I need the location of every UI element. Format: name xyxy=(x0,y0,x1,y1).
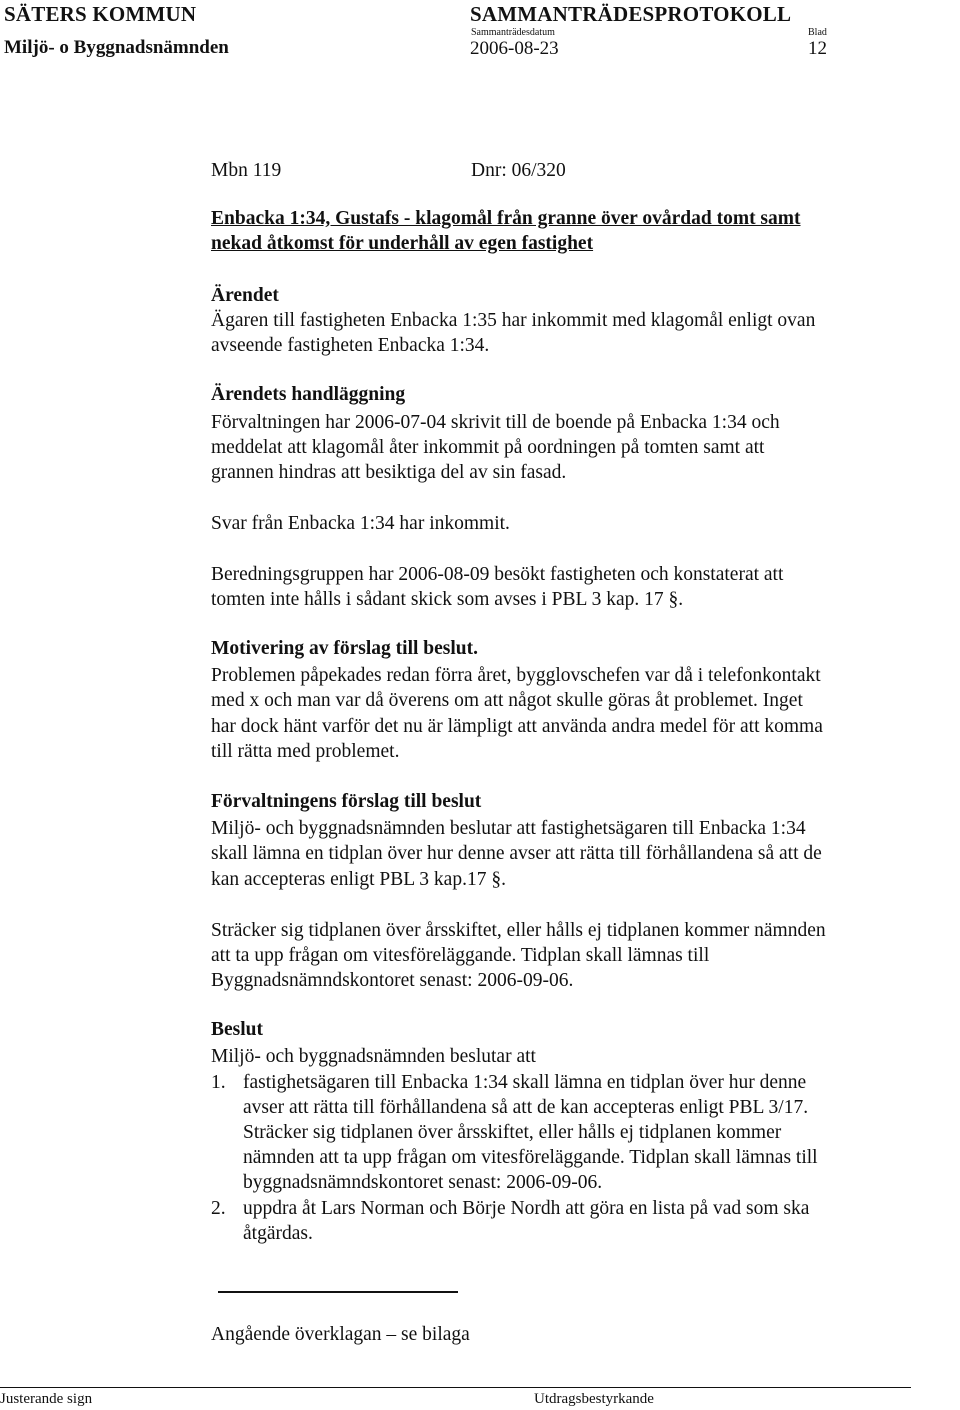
appeal-note: Angående överklagan – se bilaga xyxy=(211,1324,470,1345)
bered-line1: Beredningsgruppen har 2006-08-09 besökt fastigheten och konstaterat att xyxy=(211,564,784,585)
case-title-line2: nekad åtkomst för underhåll av egen fastighet xyxy=(211,233,594,254)
signature-separator xyxy=(218,1291,458,1293)
footer-justerande: Justerande sign xyxy=(0,1391,93,1407)
section-heading-forslag: Förvaltningens förslag till beslut xyxy=(211,791,482,812)
forslag-line3: kan accepteras enligt PBL 3 kap.17 §. xyxy=(211,869,506,890)
decision-1-line5: byggnadsnämndskontoret senast: 2006-09-06. xyxy=(243,1172,603,1193)
date-label: Sammanträdesdatum xyxy=(471,27,555,38)
stracker-line2: att ta upp frågan om vitesföreläggande. Tidplan skall lämnas till xyxy=(211,945,710,966)
case-title-line1: Enbacka 1:34, Gustafs - klagomål från granne över ovårdad tomt samt xyxy=(211,208,801,229)
footer-rule xyxy=(0,1387,911,1388)
page-number: 12 xyxy=(808,38,827,59)
decision-2-line1: uppdra åt Lars Norman och Börje Nordh att göra en lista på vad som ska xyxy=(243,1198,810,1219)
meeting-date: 2006-08-23 xyxy=(470,38,559,59)
decision-number: 1. xyxy=(211,1072,226,1093)
decision-2-line2: åtgärdas. xyxy=(243,1223,313,1244)
forslag-line1: Miljö- och byggnadsnämnden beslutar att fastighetsägaren till Enbacka 1:34 xyxy=(211,818,806,839)
stracker-line1: Sträcker sig tidplanen över årsskiftet, eller hålls ej tidplanen kommer nämnden xyxy=(211,920,826,941)
forslag-line2: skall lämna en tidplan över hur denne avser att rätta till förhållandena så att de xyxy=(211,843,822,864)
motiv-line1: Problemen påpekades redan förra året, bygglovschefen var då i telefonkontakt xyxy=(211,665,821,686)
bered-line2: tomten inte hålls i sådant skick som avses i PBL 3 kap. 17 §. xyxy=(211,589,684,610)
org-name: SÄTERS KOMMUN xyxy=(4,2,197,26)
handl-line2: meddelat att klagomål åter inkommit på oordningen på tomten samt att xyxy=(211,437,765,458)
dnr: Dnr: 06/320 xyxy=(471,160,566,181)
section-heading-handlaggning: Ärendets handläggning xyxy=(211,384,406,405)
handl-line1: Förvaltningen har 2006-07-04 skrivit till de boende på Enbacka 1:34 och xyxy=(211,412,780,433)
motiv-line2: med x och man var då överens om att något skulle göras åt problemet. Inget xyxy=(211,690,803,711)
document-type: SAMMANTRÄDESPROTOKOLL xyxy=(470,2,792,26)
page-label: Blad xyxy=(808,27,827,38)
board-name: Miljö- o Byggnadsnämnden xyxy=(4,37,229,58)
section-heading-beslut: Beslut xyxy=(211,1019,264,1040)
decision-1-line2: avser att rätta till förhållandena så att de kan accepteras enligt PBL 3/17. xyxy=(243,1097,809,1118)
motiv-line3: har dock hänt varför det nu är lämpligt att använda andra medel för att komma xyxy=(211,716,823,737)
stracker-line3: Byggnadsnämndskontoret senast: 2006-09-06. xyxy=(211,970,574,991)
paragraph-number: Mbn 119 xyxy=(211,160,282,181)
beslut-intro: Miljö- och byggnadsnämnden beslutar att xyxy=(211,1046,536,1067)
decision-1-line1: fastighetsägaren till Enbacka 1:34 skall lämna en tidplan över hur denne xyxy=(243,1072,807,1093)
footer-utdrag: Utdragsbestyrkande xyxy=(534,1391,654,1407)
section-heading-motivering: Motivering av förslag till beslut. xyxy=(211,638,479,659)
motiv-line4: till rätta med problemet. xyxy=(211,741,400,762)
svar-paragraph: Svar från Enbacka 1:34 har inkommit. xyxy=(211,513,510,534)
section-heading-arendet: Ärendet xyxy=(211,285,279,306)
arendet-line2: avseende fastigheten Enbacka 1:34. xyxy=(211,335,490,356)
decision-number: 2. xyxy=(211,1198,226,1219)
decision-1-line4: nämnden att ta upp frågan om vitesföreläggande. Tidplan skall lämnas till xyxy=(243,1147,818,1168)
arendet-line1: Ägaren till fastigheten Enbacka 1:35 har inkommit med klagomål enligt ovan xyxy=(211,310,816,331)
handl-line3: grannen hindras att besiktiga del av sin fasad. xyxy=(211,462,567,483)
decision-1-line3: Sträcker sig tidplanen över årsskiftet, eller hålls ej tidplanen kommer xyxy=(243,1122,782,1143)
